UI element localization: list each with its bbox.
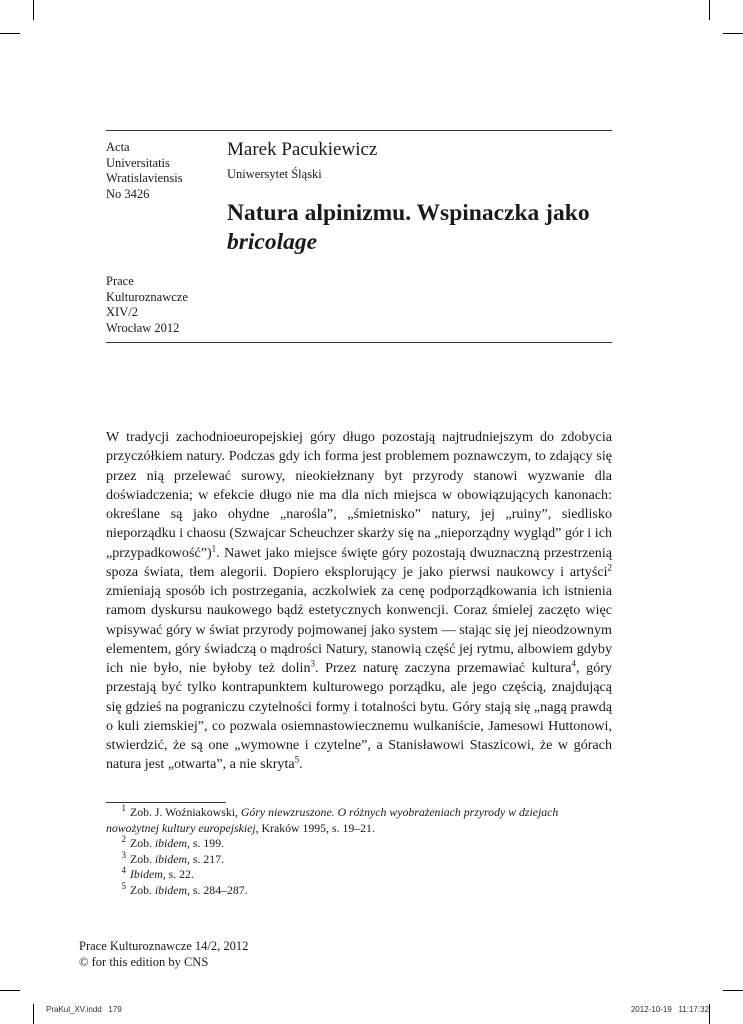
crop-mark-top-left-v [33, 0, 34, 20]
series-line: Wrocław 2012 [106, 320, 180, 335]
footnote-text: , s. 22. [162, 867, 194, 882]
footer-journal: Prace Kulturoznawcze 14/2, 2012 [79, 939, 249, 953]
series-line: Kulturoznawcze [106, 289, 188, 304]
footnote-italic: Ibidem [130, 867, 163, 882]
footnote-italic: ibidem [154, 851, 188, 866]
footnote-text: Zob. [130, 851, 155, 866]
footnote: 4 Ibidem, s. 22. [121, 865, 194, 882]
footnote-text: Zob. [130, 882, 155, 897]
crop-mark-bottom-right-v [709, 1004, 710, 1024]
footnote: 3 Zob. ibidem, s. 217. [121, 849, 225, 866]
body-text-part: zmieniają sposób ich postrzegania, aczkolwiek za cenę podporządkowania ich istnienia ramom dyskursu naukowego bądź estetycznych konwencji. Coraz śmielej zaczęto więc wpisywać góry w świat przyrody pojmowanej jako system — stając się jej nieodzownym elementem, góry świadczą o mądrości Natury, stanowią część jej rytmu, albowiem gdyby ich nie było, nie byłoby też dolin [106, 583, 612, 676]
journal-line: Acta [106, 140, 130, 154]
series-line: Prace [106, 274, 134, 288]
page-footer [79, 938, 248, 970]
footnote-text: , s. 217. [187, 851, 225, 866]
footnote-italic: ibidem [154, 882, 188, 897]
footnote: 2 Zob. ibidem, s. 199. [121, 834, 225, 851]
author-affiliation: Uniwersytet Śląski [227, 167, 322, 181]
footnotes [106, 805, 612, 899]
body-text-part: . [299, 756, 303, 773]
header-top-rule [106, 130, 612, 131]
footnote-ref[interactable]: 1 [211, 542, 217, 553]
title-italic: bricolage [227, 229, 318, 255]
footer-copyright: © for this edition by CNS [79, 955, 209, 969]
footnote-text: Zob. J. Woźniakowski, [130, 805, 241, 819]
series-line: XIV/2 [106, 305, 138, 319]
footnote-ref[interactable]: 4 [571, 658, 576, 669]
body-text-part: , góry przestają być tylko kontrapunktem kulturowego porządku, ale jego częścią, znajdującą się gdzieś na pograniczu czytelności formy i totalności bytu. Góry stają się „nagą prawdą o kuli ziemskiej”, co pozwala osiemnastowiecznemu wulkaniście, Jamesowi Huttonowi, stwierdzić, że są one „wymowne i czytelne”, a Stanisławowi Staszicowi, że w górach natura jest „otwarta”, a nie skryta [106, 660, 612, 773]
body-text-part: . Nawet jako miejsce święte góry pozostają dwuznaczną przestrzenią spoza świata, tłem alegorii. Dopiero eksplorujący je jako pierwsi naukowcy i artyści [106, 544, 612, 580]
body-text-part: W tradycji zachodnioeuropejskiej góry długo pozostają najtrudniejszym do zdobycia przyczółkiem natury. Podczas gdy ich forma jest problemem poznawczym, to zdający się przez nią przelewać surowy, nieokiełznany byt przyrody stanowi wyzwanie dla doświadczenia; w efekcie długo nie ma dla nich miejsca w obowiązujących kanonach: określane są jako ohydne „narośla”, „śmietnisko” natury, jej „ruiny”, siedlisko nieporządku i chaosu (Szwajcar Scheuchzer skarży się na „nieporządny wygląd” gór i ich „przypadkowość”) [106, 429, 612, 561]
series-info [106, 274, 216, 336]
footnote: 5 Zob. ibidem, s. 284–287. [121, 881, 248, 897]
footnote-text: , Kraków 1995, s. 19–21. [255, 820, 375, 835]
crop-mark-bottom-right-h [723, 990, 743, 991]
crop-mark-bottom-left-h [0, 990, 20, 991]
footnote-text: , s. 284–287. [187, 882, 248, 897]
footnote-italic: Góry niewzruszone. O różnych wyobrażeniach przyrody w dziejach nowożytnej kultury europejskiej [106, 805, 559, 835]
body-text-part: . Przez naturę zaczyna przemawiać kultura [315, 660, 572, 676]
crop-mark-top-left-h [0, 33, 20, 34]
journal-info [106, 140, 216, 202]
print-slug-file: PraKul_XV.indd 179 [46, 1005, 122, 1014]
journal-line: Universitatis [106, 155, 170, 170]
footnote-ref[interactable]: 3 [310, 658, 315, 669]
crop-mark-top-right-v [709, 0, 710, 20]
footnote: 1 Zob. J. Woźniakowski, Góry niewzruszone. O różnych wyobrażeniach przyrody w dziejach nowożytnej kultury europejskiej, Kraków 1995, s. 19–21. [106, 803, 559, 835]
header-bottom-rule [106, 342, 612, 343]
footnote-italic: ibidem [154, 836, 188, 851]
crop-mark-top-right-h [723, 33, 743, 34]
print-slug-timestamp: 2012-10-19 11:17:32 [630, 1005, 709, 1014]
journal-line: Wratislaviensis [106, 171, 183, 185]
footnote-text: , s. 199. [187, 836, 225, 851]
footnote-text: Zob. [130, 836, 155, 851]
journal-line: No 3426 [106, 186, 150, 201]
title-plain: Natura alpinizmu. Wspinaczka jako [227, 200, 590, 226]
article-title [227, 199, 647, 257]
footnote-ref[interactable]: 5 [294, 754, 300, 765]
author-name: Marek Pacukiewicz [227, 139, 378, 160]
main-paragraph [106, 428, 612, 775]
crop-mark-bottom-left-v [33, 1004, 34, 1024]
footnote-ref[interactable]: 2 [607, 562, 612, 573]
